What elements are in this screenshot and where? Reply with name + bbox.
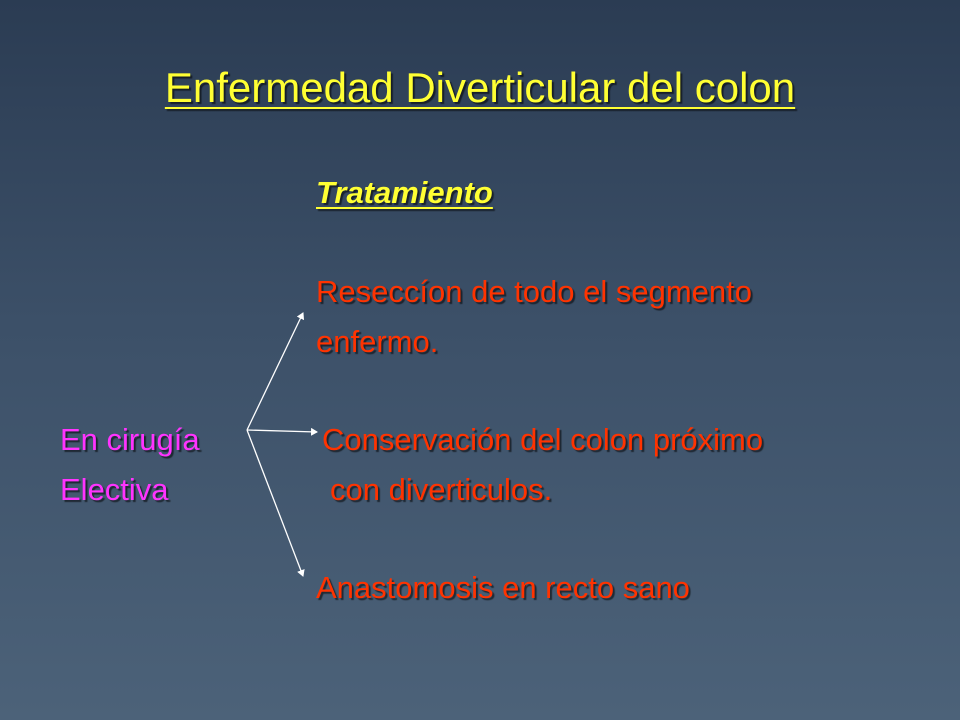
option-1-line-2: enfermo. — [316, 324, 439, 359]
option-1-line-1: Reseccíon de todo el segmento — [316, 274, 752, 309]
arrow-down — [247, 430, 303, 576]
left-label-line-1: En cirugía — [60, 422, 200, 457]
option-2-line-1: Conservación del colon próximo — [322, 422, 764, 457]
option-3-line-1: Anastomosis en recto sano — [316, 570, 690, 605]
left-label-line-2: Electiva — [60, 472, 169, 507]
arrow-middle — [247, 430, 317, 432]
option-2-line-2: con diverticulos. — [330, 472, 553, 507]
section-subtitle: Tratamiento — [316, 175, 493, 210]
slide-title: Enfermedad Diverticular del colon — [164, 64, 796, 111]
arrow-up — [247, 313, 303, 430]
